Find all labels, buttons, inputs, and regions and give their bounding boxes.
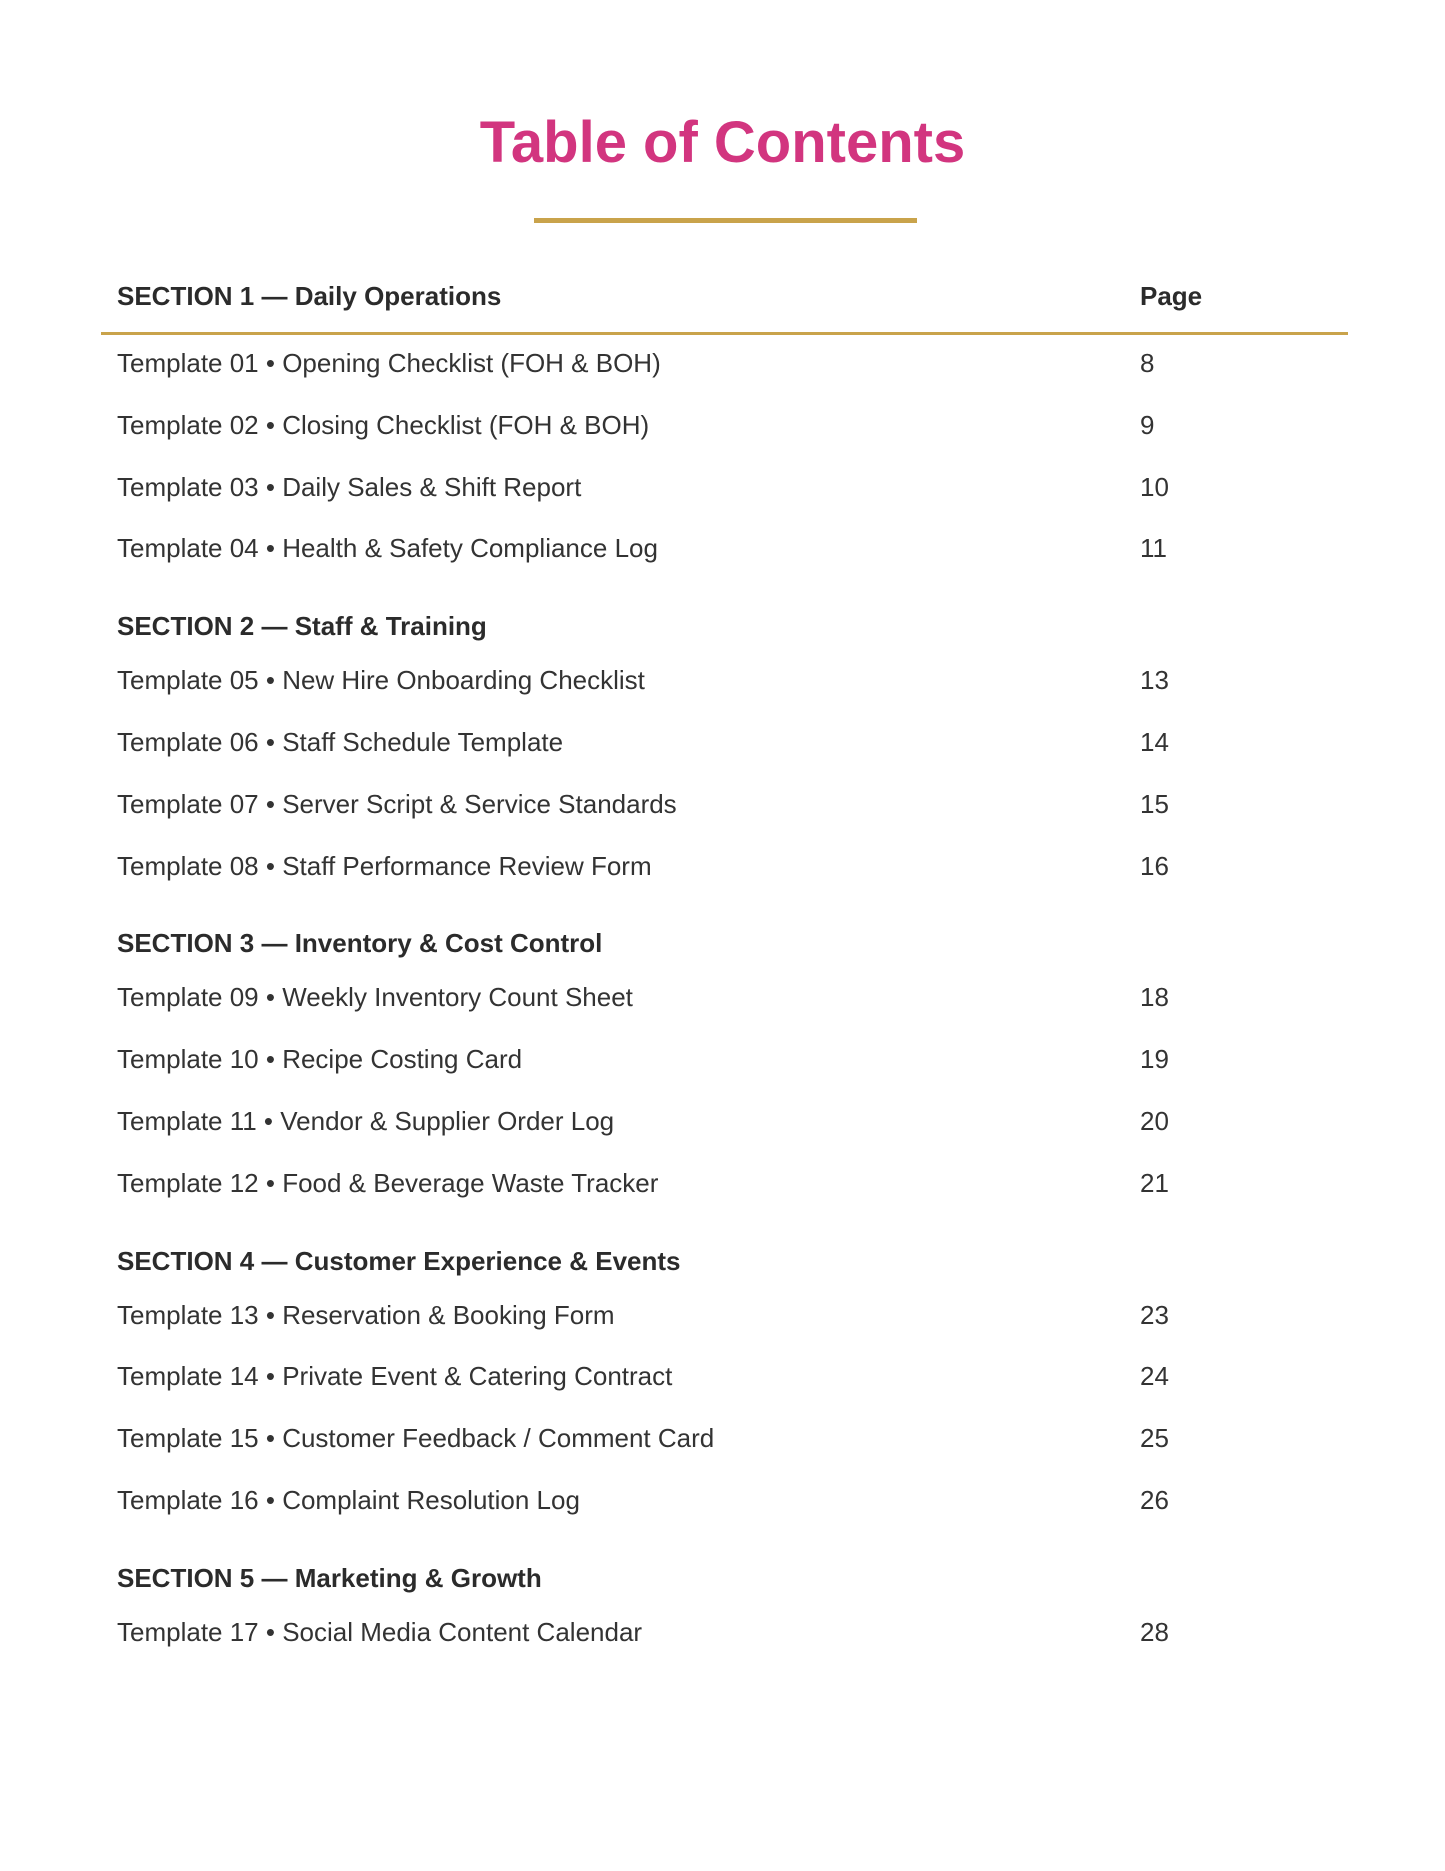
toc-entry[interactable]	[0, 397, 1445, 459]
entry-page: 28	[1140, 1616, 1169, 1647]
entry-label: Template 13 • Reservation & Booking Form	[117, 1299, 615, 1330]
toc-entry[interactable]	[0, 1604, 1445, 1666]
section-heading-row	[0, 1552, 1445, 1604]
title-divider	[534, 218, 917, 223]
section-heading: SECTION 5 — Marketing & Growth	[117, 1562, 542, 1593]
entry-label: Template 08 • Staff Performance Review Form	[117, 850, 652, 881]
section-heading: SECTION 4 — Customer Experience & Events	[117, 1245, 681, 1276]
entry-page: 26	[1140, 1484, 1169, 1515]
section-heading: SECTION 2 — Staff & Training	[117, 611, 487, 642]
entry-page: 11	[1140, 533, 1167, 564]
toc-entry[interactable]	[0, 969, 1445, 1031]
toc-entry[interactable]	[0, 520, 1445, 582]
entry-page: 18	[1140, 982, 1169, 1013]
section-entries	[0, 1287, 1445, 1534]
section-4	[0, 1235, 1445, 1534]
entry-label: Template 14 • Private Event & Catering Contract	[117, 1361, 673, 1392]
entry-label: Template 11 • Vendor & Supplier Order Log	[117, 1105, 615, 1136]
entry-page: 9	[1140, 409, 1155, 440]
section-entries	[0, 335, 1445, 582]
toc-entry[interactable]	[0, 335, 1445, 397]
entry-page: 16	[1140, 850, 1169, 881]
entry-label: Template 15 • Customer Feedback / Comment Card	[117, 1423, 715, 1454]
section-1	[0, 270, 1445, 582]
entry-page: 25	[1140, 1423, 1169, 1454]
entry-label: Template 02 • Closing Checklist (FOH & BOH)	[117, 409, 650, 440]
toc-entry[interactable]	[0, 714, 1445, 776]
entry-label: Template 06 • Staff Schedule Template	[117, 726, 564, 757]
entry-page: 23	[1140, 1299, 1169, 1330]
toc-entry[interactable]	[0, 838, 1445, 900]
entry-page: 20	[1140, 1105, 1169, 1136]
entry-page: 21	[1140, 1167, 1169, 1198]
section-entries	[0, 652, 1445, 899]
table-of-contents	[0, 270, 1445, 1666]
toc-entry[interactable]	[0, 1472, 1445, 1534]
toc-entry[interactable]	[0, 459, 1445, 521]
toc-entry[interactable]	[0, 1093, 1445, 1155]
entry-page: 8	[1140, 348, 1155, 378]
toc-entry[interactable]	[0, 652, 1445, 714]
entry-label: Template 05 • New Hire Onboarding Checklist	[117, 665, 645, 696]
entry-label: Template 04 • Health & Safety Compliance Log	[117, 533, 658, 564]
entry-label: Template 07 • Server Script & Service Standards	[117, 788, 677, 819]
section-2	[0, 600, 1445, 899]
toc-entry[interactable]	[0, 1031, 1445, 1093]
entry-page: 24	[1140, 1361, 1169, 1392]
section-3	[0, 917, 1445, 1216]
entry-label: Template 10 • Recipe Costing Card	[117, 1044, 523, 1075]
toc-entry[interactable]	[0, 776, 1445, 838]
section-heading-row	[0, 270, 1445, 322]
toc-entry[interactable]	[0, 1287, 1445, 1349]
entry-page: 10	[1140, 471, 1169, 502]
section-entries	[0, 969, 1445, 1216]
toc-entry[interactable]	[0, 1155, 1445, 1217]
entry-page: 13	[1140, 665, 1169, 696]
page-column-header: Page	[1140, 281, 1203, 311]
entry-label: Template 01 • Opening Checklist (FOH & BOH)	[117, 348, 661, 378]
entry-label: Template 12 • Food & Beverage Waste Tracker	[117, 1167, 659, 1198]
entry-label: Template 09 • Weekly Inventory Count Sheet	[117, 982, 633, 1013]
section-entries	[0, 1604, 1445, 1666]
section-heading: SECTION 3 — Inventory & Cost Control	[117, 928, 603, 959]
section-heading-row	[0, 1235, 1445, 1287]
entry-label: Template 03 • Daily Sales & Shift Report	[117, 471, 582, 502]
entry-label: Template 16 • Complaint Resolution Log	[117, 1484, 580, 1515]
section-5	[0, 1552, 1445, 1666]
section-heading-row	[0, 917, 1445, 969]
entry-page: 19	[1140, 1044, 1169, 1075]
toc-entry[interactable]	[0, 1410, 1445, 1472]
section-heading-row	[0, 600, 1445, 652]
entry-page: 14	[1140, 726, 1169, 757]
section-heading: SECTION 1 — Daily Operations	[117, 281, 502, 311]
entry-label: Template 17 • Social Media Content Calendar	[117, 1616, 643, 1647]
toc-entry[interactable]	[0, 1348, 1445, 1410]
entry-page: 15	[1140, 788, 1169, 819]
page-title: Table of Contents	[479, 110, 966, 175]
